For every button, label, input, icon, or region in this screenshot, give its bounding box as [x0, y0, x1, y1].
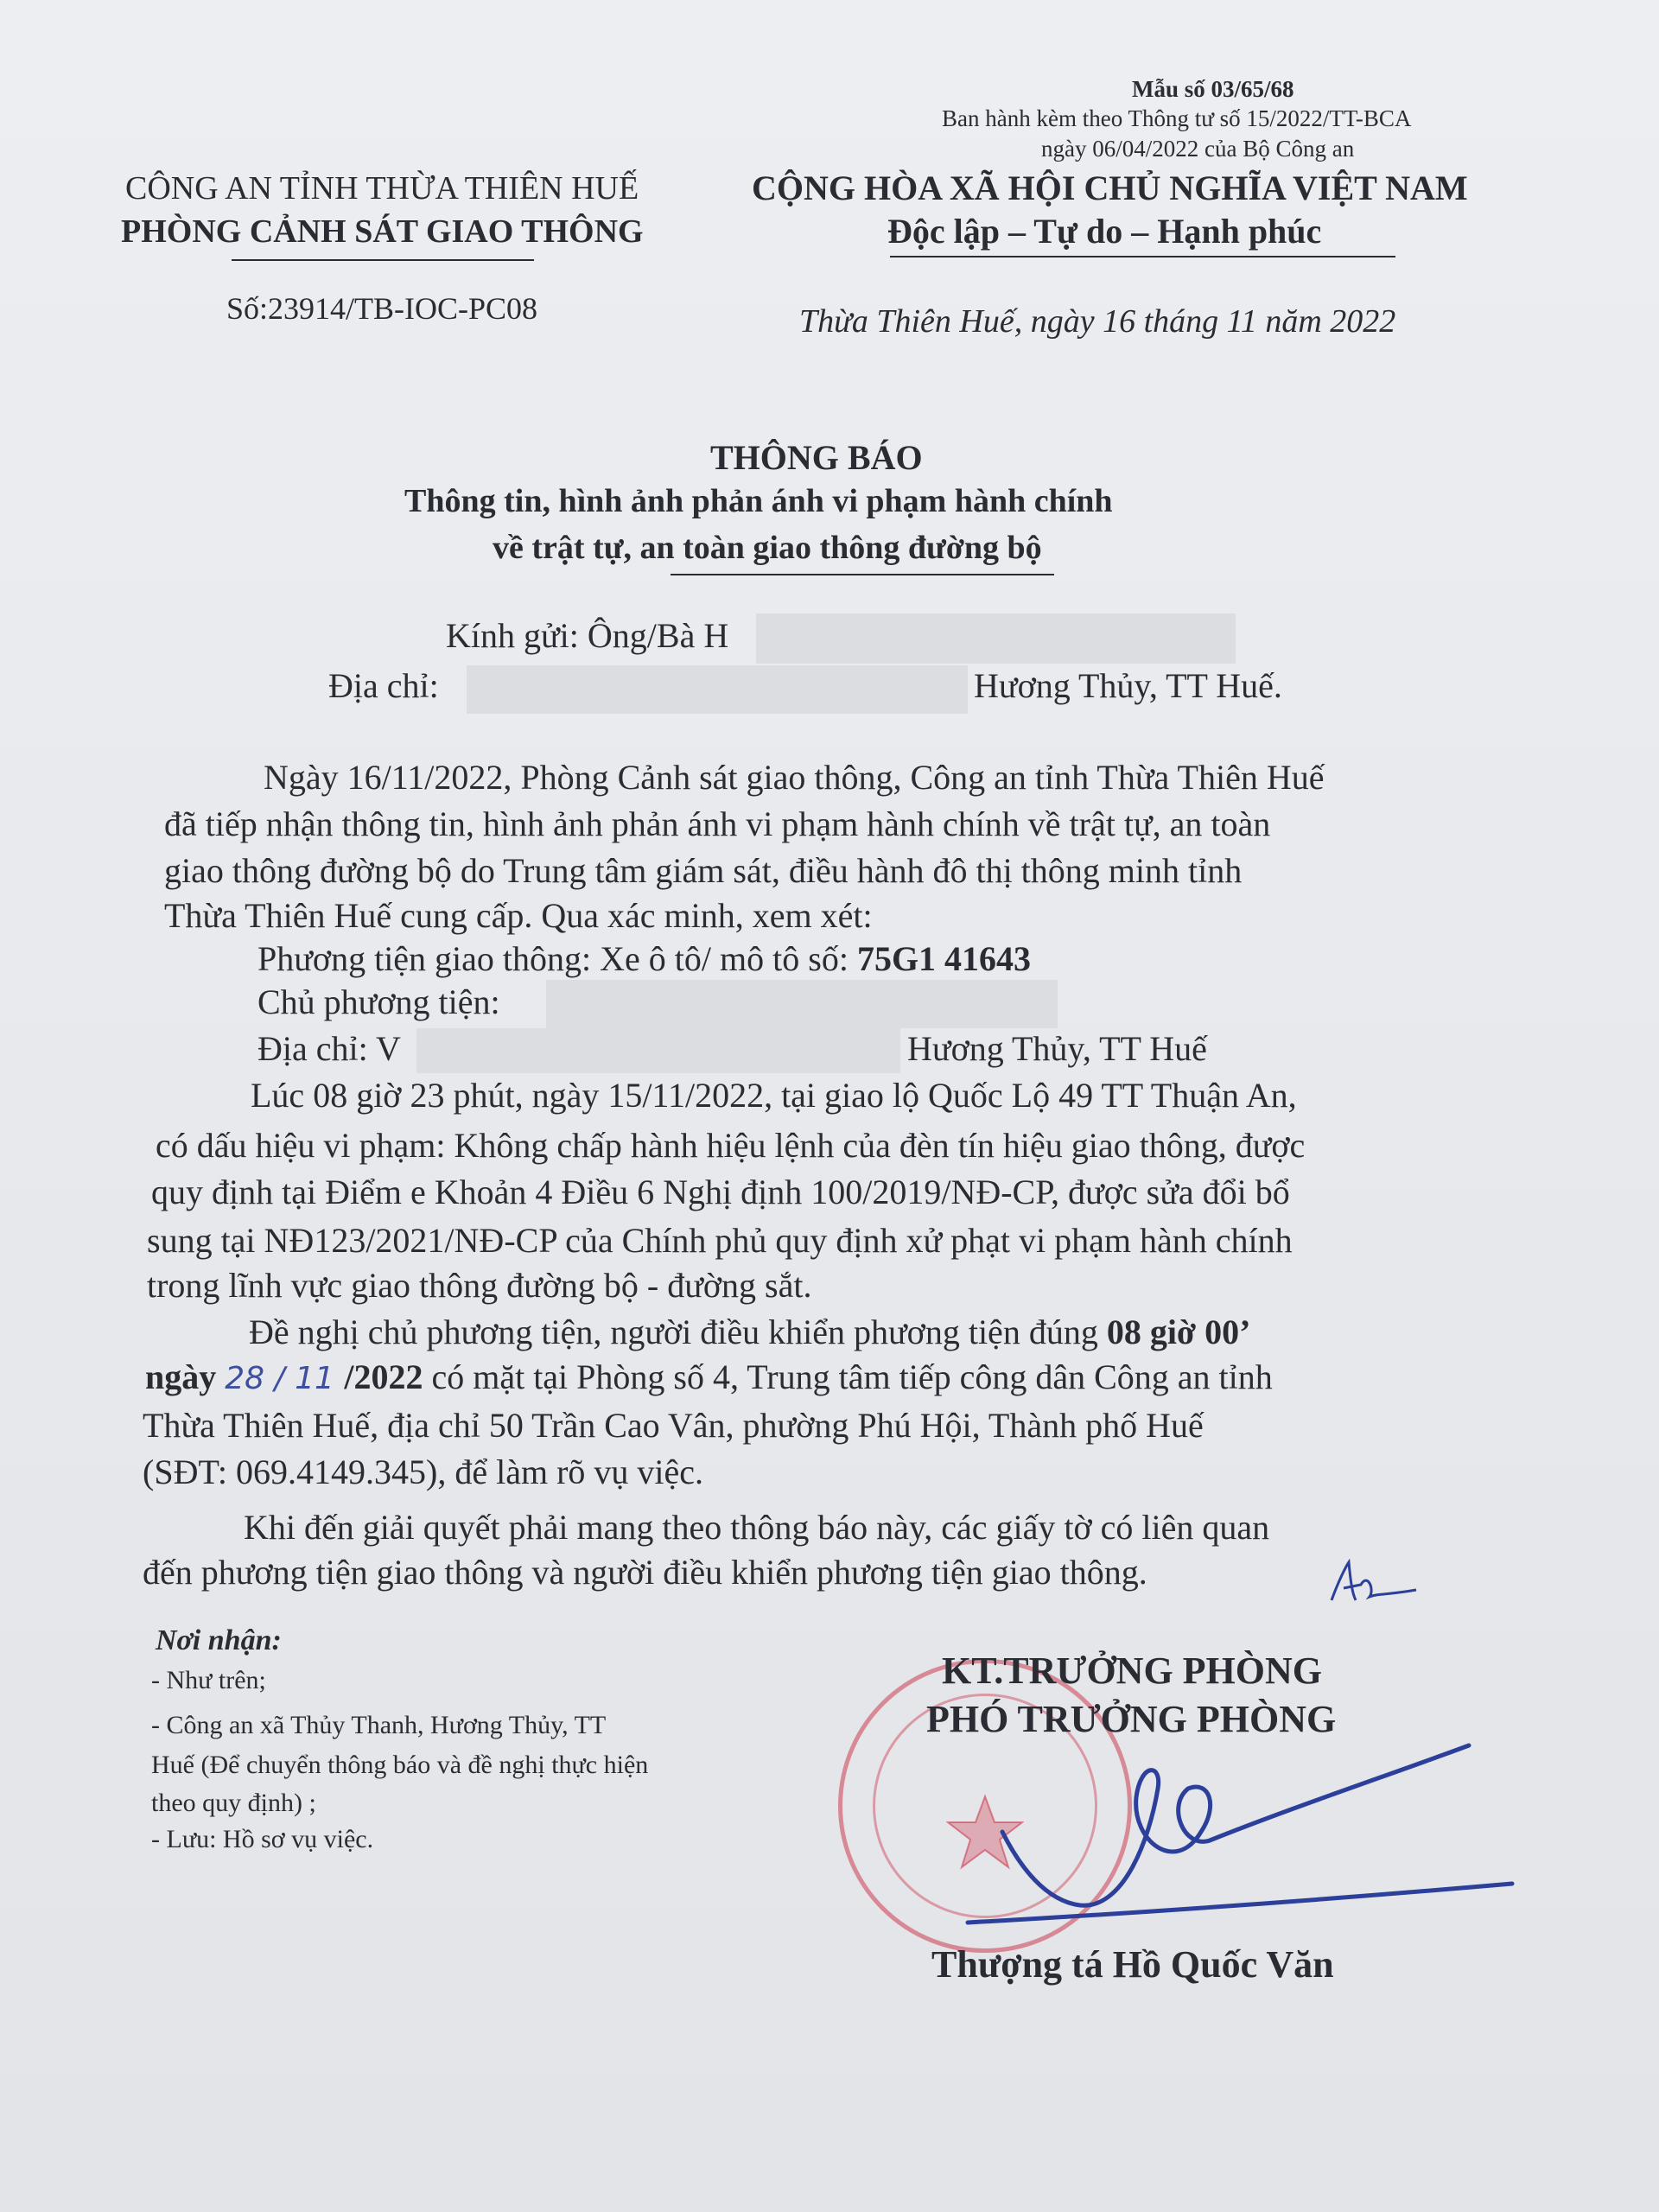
department-underline	[232, 259, 534, 261]
owner-address-label: Địa chỉ: V	[257, 1029, 401, 1068]
p3-day-label: ngày	[145, 1357, 226, 1396]
header-agency: CÔNG AN TỈNH THỪA THIÊN HUẾ	[125, 170, 639, 207]
initials-mark	[1326, 1555, 1421, 1616]
redacted-name	[756, 613, 1236, 664]
p3-line2	[145, 1357, 1273, 1397]
p3-handwritten-date: 28 / 11	[225, 1361, 345, 1396]
form-issued-line1: Ban hành kèm theo Thông tư số 15/2022/TT-BCA	[942, 105, 1412, 131]
recipients-label: Nơi nhận:	[156, 1624, 282, 1656]
p3-line2-rest: có mặt tại Phòng số 4, Trung tâm tiếp công dân Công an tỉnh	[423, 1357, 1273, 1396]
document-number: Số:23914/TB-IOC-PC08	[226, 291, 538, 326]
form-code: Mẫu số 03/65/68	[1132, 76, 1294, 102]
recipient-address-tail: Hương Thủy, TT Huế.	[974, 666, 1282, 705]
owner-address-tail: Hương Thủy, TT Huế	[907, 1029, 1207, 1068]
p1-line1: Ngày 16/11/2022, Phòng Cảnh sát giao thông, Công an tỉnh Thừa Thiên Huế	[264, 758, 1325, 797]
recipients-item2-line1: - Công an xã Thủy Thanh, Hương Thủy, TT	[151, 1711, 607, 1739]
header-department	[121, 213, 644, 251]
p2-line2: có dấu hiệu vi phạm: Không chấp hành hiệu lệnh của đèn tín hiệu giao thông, được	[156, 1126, 1306, 1165]
vehicle-label: Phương tiện giao thông: Xe ô tô/ mô tô số:	[257, 939, 857, 978]
header-department-text: PHÒNG CẢNH SÁT GIAO THÔNG	[121, 213, 644, 250]
recipients-item3: - Lưu: Hồ sơ vụ việc.	[151, 1825, 374, 1853]
handwritten-signature	[950, 1737, 1521, 1936]
p2-line4: sung tại NĐ123/2021/NĐ-CP của Chính phủ quy định xử phạt vi phạm hành chính	[147, 1221, 1293, 1260]
p3-line3: Thừa Thiên Huế, địa chỉ 50 Trần Cao Vân, phường Phú Hội, Thành phố Huế	[143, 1406, 1204, 1445]
p3-line1-text: Đề nghị chủ phương tiện, người điều khiển phương tiện đúng	[249, 1313, 1107, 1351]
p2-line5: trong lĩnh vực giao thông đường bộ - đường sắt.	[147, 1266, 812, 1305]
p1-line2: đã tiếp nhận thông tin, hình ảnh phản ánh vi phạm hành chính về trật tự, an toàn	[164, 804, 1271, 843]
recipients-item1: - Như trên;	[151, 1666, 266, 1694]
owner-label: Chủ phương tiện:	[257, 982, 500, 1021]
doc-subtitle-1: Thông tin, hình ảnh phản ánh vi phạm hành chính	[404, 483, 1113, 519]
recipients-item2-line2: Huế (Để chuyển thông báo và đề nghị thực hiện	[151, 1751, 649, 1779]
p2-line3: quy định tại Điểm e Khoản 4 Điều 6 Nghị định 100/2019/NĐ-CP, được sửa đổi bổ	[151, 1173, 1290, 1211]
motto-underline	[890, 256, 1395, 257]
place-date: Thừa Thiên Huế, ngày 16 tháng 11 năm 2022	[799, 303, 1396, 340]
p3-line4: (SĐT: 069.4149.345), để làm rõ vụ việc.	[143, 1452, 704, 1491]
p3-line1	[249, 1312, 1250, 1352]
p4-line1: Khi đến giải quyết phải mang theo thông báo này, các giấy tờ có liên quan	[244, 1508, 1270, 1547]
signature-title2: PHÓ TRƯỞNG PHÒNG	[926, 1698, 1337, 1740]
p1-line4: Thừa Thiên Huế cung cấp. Qua xác minh, xem xét:	[164, 896, 873, 935]
redacted-address	[467, 665, 968, 714]
vehicle-plate: 75G1 41643	[856, 939, 1032, 978]
title-underline	[671, 574, 1054, 575]
signer-name: Thượng tá Hồ Quốc Văn	[931, 1943, 1334, 1986]
header-motto: Độc lập – Tự do – Hạnh phúc	[887, 212, 1322, 251]
redacted-owner	[546, 980, 1058, 1028]
redacted-owner-address	[416, 1028, 900, 1073]
doc-subtitle-2: về trật tự, an toàn giao thông đường bộ	[493, 530, 1042, 566]
p3-time: 08 giờ 00’	[1106, 1313, 1251, 1351]
form-issued-line2: ngày 06/04/2022 của Bộ Công an	[1041, 136, 1355, 162]
header-nation: CỘNG HÒA XÃ HỘI CHỦ NGHĨA VIỆT NAM	[752, 168, 1468, 207]
recipient-address-label: Địa chỉ:	[328, 666, 439, 705]
p4-line2: đến phương tiện giao thông và người điều khiển phương tiện giao thông.	[143, 1553, 1147, 1592]
recipient-greeting: Kính gửi: Ông/Bà H	[446, 616, 729, 655]
doc-title: THÔNG BÁO	[710, 438, 923, 477]
p1-line3: giao thông đường bộ do Trung tâm giám sát, điều hành đô thị thông minh tỉnh	[164, 851, 1243, 890]
p2-line1: Lúc 08 giờ 23 phút, ngày 15/11/2022, tại giao lộ Quốc Lộ 49 TT Thuận An,	[251, 1076, 1297, 1115]
recipients-item2-line3: theo quy định) ;	[151, 1789, 316, 1817]
p3-year: /2022	[344, 1357, 423, 1396]
signature-title1: KT.TRƯỞNG PHÒNG	[942, 1649, 1322, 1692]
vehicle-line	[257, 938, 1031, 979]
